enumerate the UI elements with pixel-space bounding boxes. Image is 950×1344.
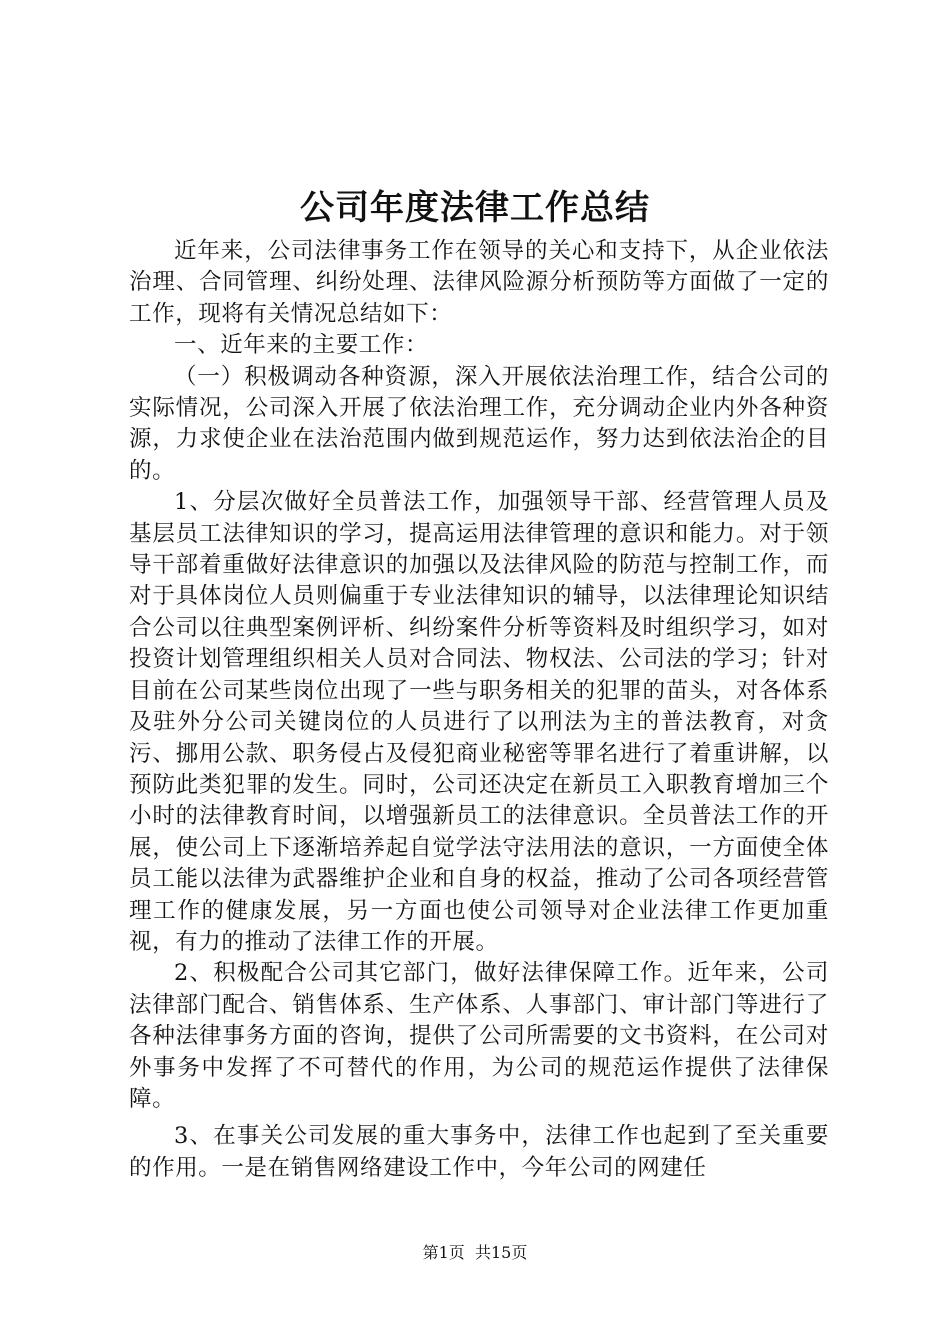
paragraph-item-3: 3、在事关公司发展的重大事务中，法律工作也起到了至关重要的作用。一是在销售网络建设工作中，今年公司的网建任: [129, 1123, 829, 1181]
page-number: 第1页: [422, 1243, 465, 1262]
paragraph-section-heading: 一、近年来的主要工作：: [174, 332, 429, 359]
page-footer: [0, 1241, 950, 1265]
page-total: 共15页: [474, 1243, 528, 1262]
document-body: [129, 236, 829, 1184]
paragraph-item-2: 2、积极配合公司其它部门，做好法律保障工作。近年来，公司法律部门配合、销售体系、生产体系、人事部门、审计部门等进行了各种法律事务方面的咨询，提供了公司所需要的文书资料，在公司对外事务中发挥了不可替代的作用，为公司的规范运作提供了法律保障。: [129, 960, 829, 1112]
paragraph-intro: 近年来，公司法律事务工作在领导的关心和支持下，从企业依法治理、合同管理、纠纷处理、法律风险源分析预防等方面做了一定的工作，现将有关情况总结如下：: [129, 238, 829, 327]
paragraph-item-1: 1、分层次做好全员普法工作，加强领导干部、经营管理人员及基层员工法律知识的学习，提高运用法律管理的意识和能力。对于领导干部着重做好法律意识的加强以及法律风险的防范与控制工作，而对于具体岗位人员则偏重于专业法律知识的辅导，以法律理论知识结合公司以往典型案例评析、纠纷案件分析等资料及时组织学习，如对投资计划管理组织相关人员对合同法、物权法、公司法的学习；针对目前在公司某些岗位出现了一些与职务相关的犯罪的苗头，对各体系及驻外分公司关键岗位的人员进行了以刑法为主的普法教育，对贪污、挪用公款、职务侵占及侵犯商业秘密等罪名进行了着重讲解，以预防此类犯罪的发生。同时，公司还决定在新员工入职教育增加三个小时的法律教育时间，以增强新员工的法律意识。全员普法工作的开展，使公司上下逐渐培养起自觉学法守法用法的意识，一方面使全体员工能以法律为武器维护企业和自身的权益，推动了公司各项经营管理工作的健康发展，另一方面也使公司领导对企业法律工作更加重视，有力的推动了法律工作的开展。: [129, 489, 829, 955]
paragraph-subsection-one: （一）积极调动各种资源，深入开展依法治理工作，结合公司的实际情况，公司深入开展了依法治理工作，充分调动企业内外各种资源，力求使企业在法治范围内做到规范运作，努力达到依法治企的目的。: [129, 363, 829, 484]
document-title: 公司年度法律工作总结: [300, 188, 650, 228]
